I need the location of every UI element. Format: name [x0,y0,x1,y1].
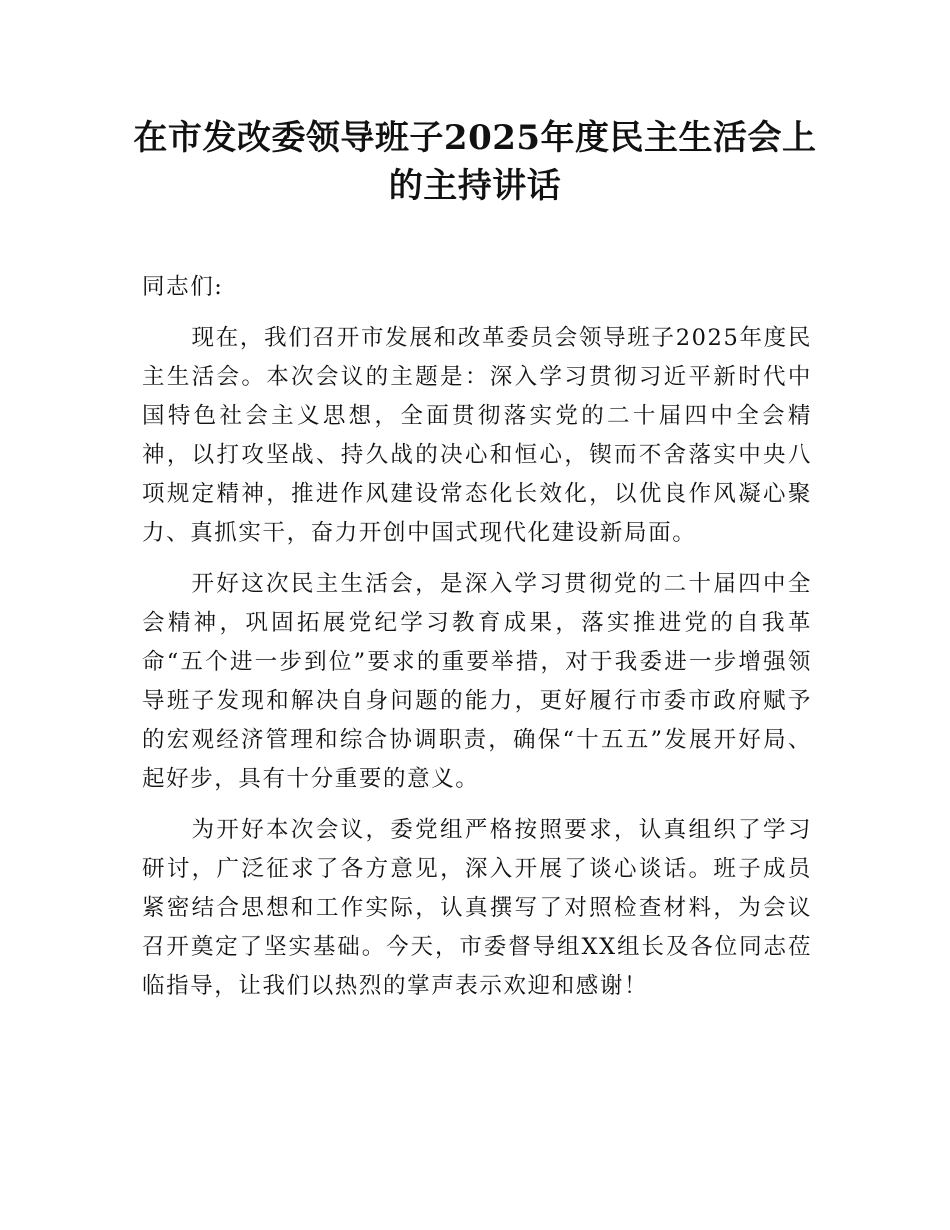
document-title-line-2: 的主持讲话 [388,166,562,206]
paragraph-2: 开好这次民主生活会，是深入学习贯彻党的二十届四中全会精神，巩固拓展党纪学习教育成果，落实推进党的自我革命“五个进一步到位”要求的重要举措，对于我委进一步增强领导班子发现和解决自身问题的能力，更好履行市委市政府赋予的宏观经济管理和综合协调职责，确保“十五五”发展开好局、起好步，具有十分重要的意义。 [142,571,812,792]
document-body [142,268,812,1018]
document-title-line-1: 在市发改委领导班子2025年度民主生活会上 [133,118,817,158]
paragraph-3: 为开好本次会议，委党组严格按照要求，认真组织了学习研讨，广泛征求了各方意见，深入开展了谈心谈话。班子成员紧密结合思想和工作实际，认真撰写了对照检查材料，为会议召开奠定了坚实基础。今天，市委督导组XX组长及各位同志莅临指导，让我们以热烈的掌声表示欢迎和感谢！ [142,817,812,999]
document-title [120,114,830,210]
paragraph-1: 现在，我们召开市发展和改革委员会领导班子2025年度民主生活会。本次会议的主题是：深入学习贯彻习近平新时代中国特色社会主义思想，全面贯彻落实党的二十届四中全会精神，以打攻坚战、持久战的决心和恒心，锲而不舍落实中央八项规定精神，推进作风建设常态化长效化，以优良作风凝心聚力、真抓实干，奋力开创中国式现代化建设新局面。 [142,325,812,546]
salutation: 同志们: [142,274,224,300]
